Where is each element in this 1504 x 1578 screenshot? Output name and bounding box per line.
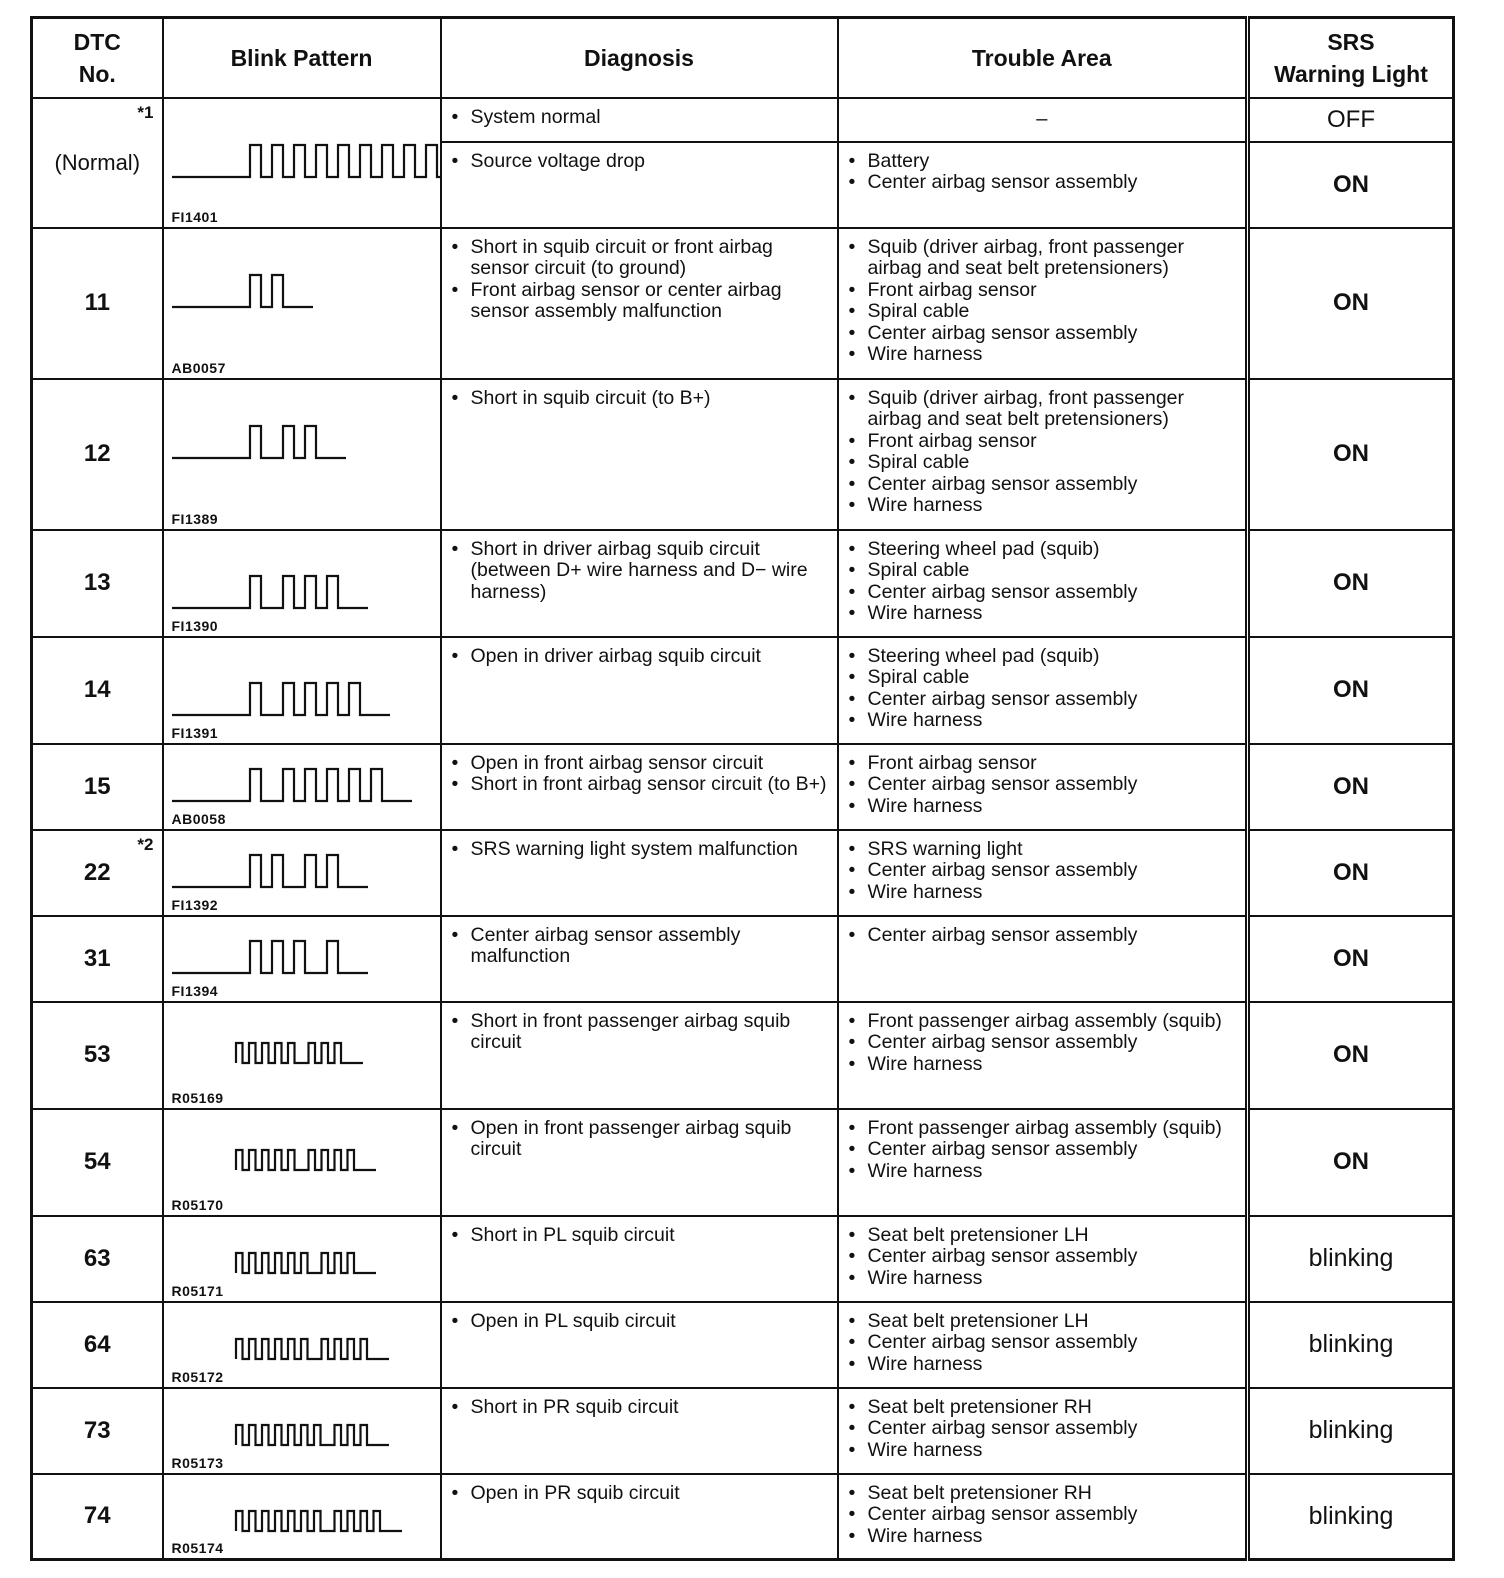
figure-code: FI1394 [171,982,219,999]
trouble-area-cell [838,1002,1248,1109]
trouble-area-cell [838,744,1248,830]
dtc-label: 53 [83,1041,111,1068]
blink-pattern-cell [163,1474,441,1560]
diagnosis-cell [441,1302,838,1388]
diagnosis-list [442,229,837,323]
dtc-label: 14 [83,676,111,703]
table-row [32,228,1454,379]
diagnosis-cell [441,379,838,530]
dtc-label: (Normal) [54,149,141,175]
diagnosis-cell [441,1002,838,1109]
dtc-label: 11 [84,289,110,316]
trouble-area-item: • Front airbag sensor [849,280,1240,302]
srs-warning-light-cell: blinking [1248,1474,1454,1560]
diagnosis-item: • Short in squib circuit (to B+) [452,388,831,410]
trouble-area-item: • Front airbag sensor [849,753,1240,775]
trouble-area-list [839,1217,1246,1290]
diagnosis-list [442,380,837,410]
dtc-label: 13 [83,569,111,596]
trouble-area-list [839,531,1246,625]
trouble-area-item: • Wire harness [849,1526,1240,1548]
blink-pulse-train [236,1425,389,1445]
dtc-number [32,530,163,637]
trouble-area-list [839,831,1246,904]
diagnosis-list [442,917,837,968]
dtc-number [32,1216,163,1302]
dtc-label: 12 [83,440,111,467]
blink-pattern-cell [163,1002,441,1109]
trouble-area-item: • Steering wheel pad (squib) [849,539,1240,561]
trouble-area-list [839,745,1246,818]
figure-code: FI1401 [171,208,219,225]
diagnosis-list [442,143,837,173]
diagnosis-list [442,1475,837,1505]
table-row [32,637,1454,744]
blink-pattern-cell [163,744,441,830]
srs-warning-light-cell: blinking [1248,1388,1454,1474]
dtc-label: 73 [83,1416,111,1444]
trouble-area-item: • Front passenger airbag assembly (squib) [849,1118,1240,1140]
diagnosis-list [442,1003,837,1054]
dtc-label: 22 [83,858,111,886]
dtc-label: 31 [83,944,111,972]
srs-warning-light-cell: ON [1248,1109,1454,1216]
blink-pattern-waveform [164,229,440,380]
trouble-area-item: • Center airbag sensor assembly [849,1246,1240,1268]
table-row [32,1216,1454,1302]
trouble-area-list [839,1110,1246,1183]
diagnosis-item: • SRS warning light system malfunction [452,839,831,861]
trouble-area-cell [838,1216,1248,1302]
diagnosis-cell [441,637,838,744]
table-row [32,1109,1454,1216]
header-blink-pattern: Blink Pattern [163,18,441,98]
blink-pattern-cell [163,1388,441,1474]
srs-warning-light-cell: ON [1248,916,1454,1002]
blink-pulse-train [172,941,368,973]
dtc-table [30,16,1455,1561]
srs-warning-light-cell: ON [1248,379,1454,530]
trouble-area-cell [838,379,1248,530]
trouble-area-list [839,638,1246,732]
table-row [32,1302,1454,1388]
blink-pulse-train [172,855,368,887]
trouble-area-item: • Center airbag sensor assembly [849,1139,1240,1161]
srs-warning-light-cell: ON [1248,744,1454,830]
blink-pulse-train [236,1339,389,1359]
dtc-number [32,228,163,379]
figure-code: R05169 [171,1089,224,1106]
trouble-area-item: • Spiral cable [849,667,1240,689]
srs-warning-light-cell: ON [1248,1002,1454,1109]
trouble-area-item: • Wire harness [849,495,1240,517]
diagnosis-item: • Center airbag sensor assembly malfunction [452,925,831,968]
blink-pattern-cell [163,916,441,1002]
trouble-area-item: • Seat belt pretensioner RH [849,1483,1240,1505]
diagnosis-list [442,99,837,129]
trouble-area-item: • Wire harness [849,1440,1240,1462]
trouble-area-list [839,917,1246,947]
table-row [32,379,1454,530]
blink-pulse-train [172,769,412,801]
figure-code: FI1389 [171,510,219,527]
trouble-area-item: • Wire harness [849,710,1240,732]
diagnosis-cell [441,1388,838,1474]
trouble-area-list [839,1389,1246,1462]
trouble-area-item: • Center airbag sensor assembly [849,1504,1240,1526]
trouble-area-item: • Center airbag sensor assembly [849,323,1240,345]
trouble-area-item: • SRS warning light [849,839,1240,861]
table-row [32,1474,1454,1560]
figure-code: FI1391 [171,724,219,741]
trouble-area-item: • Center airbag sensor assembly [849,925,1240,947]
diagnosis-cell [441,1109,838,1216]
blink-pattern-waveform [164,99,440,227]
trouble-area-cell: – [838,98,1248,142]
trouble-area-list [839,380,1246,517]
trouble-area-item: • Seat belt pretensioner RH [849,1397,1240,1419]
diagnosis-list [442,831,837,861]
dtc-number [32,1109,163,1216]
diagnosis-list [442,531,837,604]
dtc-number [32,637,163,744]
trouble-area-item: • Wire harness [849,1054,1240,1076]
trouble-area-cell [838,228,1248,379]
trouble-area-cell [838,142,1248,228]
diagnosis-item: • Short in squib circuit or front airbag sensor circuit (to ground) [452,237,831,280]
blink-pattern-waveform [164,380,440,531]
trouble-area-item: • Center airbag sensor assembly [849,1418,1240,1440]
blink-pulse-train [172,145,440,177]
srs-warning-light-cell: OFF [1248,98,1454,142]
trouble-area-cell [838,916,1248,1002]
blink-pulse-train [236,1150,376,1170]
diagnosis-cell [441,530,838,637]
trouble-area-list [839,1475,1246,1548]
table-row [32,744,1454,830]
dtc-number [32,830,163,916]
trouble-area-item: • Spiral cable [849,452,1240,474]
trouble-area-item: • Wire harness [849,603,1240,625]
dtc-number [32,1388,163,1474]
diagnosis-item: • Front airbag sensor or center airbag sensor assembly malfunction [452,280,831,323]
diagnosis-cell [441,142,838,228]
diagnosis-cell [441,1474,838,1560]
blink-pulse-train [172,426,346,458]
trouble-area-list [839,1003,1246,1076]
blink-pattern-cell [163,1109,441,1216]
srs-warning-light-cell: blinking [1248,1302,1454,1388]
trouble-area-list [839,1303,1246,1376]
dtc-number [32,98,163,228]
blink-pulse-train [236,1253,376,1273]
srs-warning-light-cell: ON [1248,228,1454,379]
diagnosis-cell [441,98,838,142]
trouble-area-item: • Wire harness [849,882,1240,904]
blink-pulse-train [172,683,390,715]
dtc-number [32,379,163,530]
blink-pattern-cell [163,530,441,637]
trouble-area-item: • Center airbag sensor assembly [849,774,1240,796]
diagnosis-list [442,745,837,796]
blink-pattern-cell [163,1302,441,1388]
trouble-area-item: • Spiral cable [849,301,1240,323]
footnote-marker: *1 [137,102,154,122]
figure-code: AB0058 [171,810,226,827]
trouble-area-cell [838,637,1248,744]
diagnosis-item: • Open in PR squib circuit [452,1483,831,1505]
diagnosis-item: • Open in front airbag sensor circuit [452,753,831,775]
srs-warning-light-cell: ON [1248,830,1454,916]
dtc-label: 63 [83,1244,111,1272]
dtc-number [32,1474,163,1560]
trouble-area-item: • Center airbag sensor assembly [849,689,1240,711]
trouble-area-item: • Spiral cable [849,560,1240,582]
trouble-area-item: • Squib (driver airbag, front passenger airbag and seat belt pretensioners) [849,237,1240,280]
table-row [32,1002,1454,1109]
diagnosis-list [442,1303,837,1333]
blink-pulse-train [172,275,313,307]
trouble-area-item: • Center airbag sensor assembly [849,1332,1240,1354]
figure-code: FI1392 [171,896,219,913]
srs-warning-light-cell: ON [1248,637,1454,744]
srs-warning-light-cell: ON [1248,142,1454,228]
diagnosis-item: • System normal [452,107,831,129]
blink-pattern-cell [163,228,441,379]
blink-pulse-train [172,576,368,608]
dtc-label: 15 [83,772,111,800]
diagnosis-item: • Open in front passenger airbag squib circuit [452,1118,831,1161]
diagnosis-cell [441,1216,838,1302]
trouble-area-cell [838,1109,1248,1216]
trouble-area-item: • Squib (driver airbag, front passenger airbag and seat belt pretensioners) [849,388,1240,431]
figure-code: R05171 [171,1282,224,1299]
trouble-area-item: • Wire harness [849,1161,1240,1183]
figure-code: R05174 [171,1540,224,1556]
trouble-area-cell [838,530,1248,637]
diagnosis-item: • Open in PL squib circuit [452,1311,831,1333]
trouble-area-item: • Front passenger airbag assembly (squib) [849,1011,1240,1033]
trouble-area-item: • Center airbag sensor assembly [849,1032,1240,1054]
blink-pulse-train [236,1043,363,1063]
figure-code: R05170 [171,1196,224,1213]
diagnosis-cell [441,830,838,916]
diagnosis-cell [441,228,838,379]
blink-pattern-cell [163,830,441,916]
diagnosis-item: • Source voltage drop [452,151,831,173]
trouble-area-item: • Center airbag sensor assembly [849,172,1240,194]
trouble-area-cell [838,1388,1248,1474]
trouble-area-item: • Front airbag sensor [849,431,1240,453]
dtc-number [32,1302,163,1388]
figure-code: FI1390 [171,617,219,634]
diagnosis-item: • Short in PR squib circuit [452,1397,831,1419]
diagnosis-list [442,1389,837,1419]
trouble-area-item: • Center airbag sensor assembly [849,474,1240,496]
trouble-area-cell [838,1474,1248,1560]
trouble-area-item: • Wire harness [849,344,1240,366]
header-row [32,18,1454,98]
trouble-area-item: • Seat belt pretensioner LH [849,1311,1240,1333]
table-row-normal [32,98,1454,142]
diagnosis-cell [441,916,838,1002]
diagnosis-list [442,1217,837,1247]
dtc-number [32,916,163,1002]
diagnosis-item: • Short in front passenger airbag squib circuit [452,1011,831,1054]
dtc-number [32,1002,163,1109]
trouble-area-item: • Wire harness [849,796,1240,818]
blink-pattern-cell [163,1216,441,1302]
blink-pattern-cell [163,98,441,228]
trouble-area-item: • Steering wheel pad (squib) [849,646,1240,668]
trouble-area-item: • Center airbag sensor assembly [849,582,1240,604]
diagnosis-list [442,638,837,668]
trouble-area-item: • Battery [849,151,1240,173]
srs-warning-light-cell: ON [1248,530,1454,637]
diagnosis-list [442,1110,837,1161]
table-row [32,916,1454,1002]
blink-pulse-train [236,1511,402,1531]
trouble-area-list [839,143,1246,194]
diagnosis-item: • Short in front airbag sensor circuit (to B+) [452,774,831,796]
dtc-label: 74 [83,1502,111,1530]
figure-code: R05172 [171,1368,224,1385]
diagnosis-item: • Short in PL squib circuit [452,1225,831,1247]
figure-code: R05173 [171,1454,224,1471]
figure-code: AB0057 [171,359,226,376]
trouble-area-item: • Wire harness [849,1268,1240,1290]
diagnosis-item: • Short in driver airbag squib circuit (between D+ wire harness and D− wire harness) [452,539,831,604]
trouble-area-cell [838,1302,1248,1388]
diagnosis-item: • Open in driver airbag squib circuit [452,646,831,668]
trouble-area-cell [838,830,1248,916]
trouble-area-list [839,229,1246,366]
header-diagnosis: Diagnosis [441,18,838,98]
trouble-area-item: • Seat belt pretensioner LH [849,1225,1240,1247]
table-row [32,830,1454,916]
dtc-number [32,744,163,830]
table-row [32,1388,1454,1474]
dtc-label: 64 [83,1330,111,1358]
footnote-marker: *2 [137,834,154,854]
dtc-label: 54 [83,1148,111,1175]
blink-pattern-cell [163,637,441,744]
diagnosis-cell [441,744,838,830]
header-srs-warning-light: SRS Warning Light [1248,18,1454,98]
blink-pattern-cell [163,379,441,530]
header-dtc: DTC No. [32,18,163,98]
trouble-area-item: • Wire harness [849,1354,1240,1376]
srs-warning-light-cell: blinking [1248,1216,1454,1302]
header-trouble-area: Trouble Area [838,18,1248,98]
trouble-area-item: • Center airbag sensor assembly [849,860,1240,882]
table-row [32,530,1454,637]
